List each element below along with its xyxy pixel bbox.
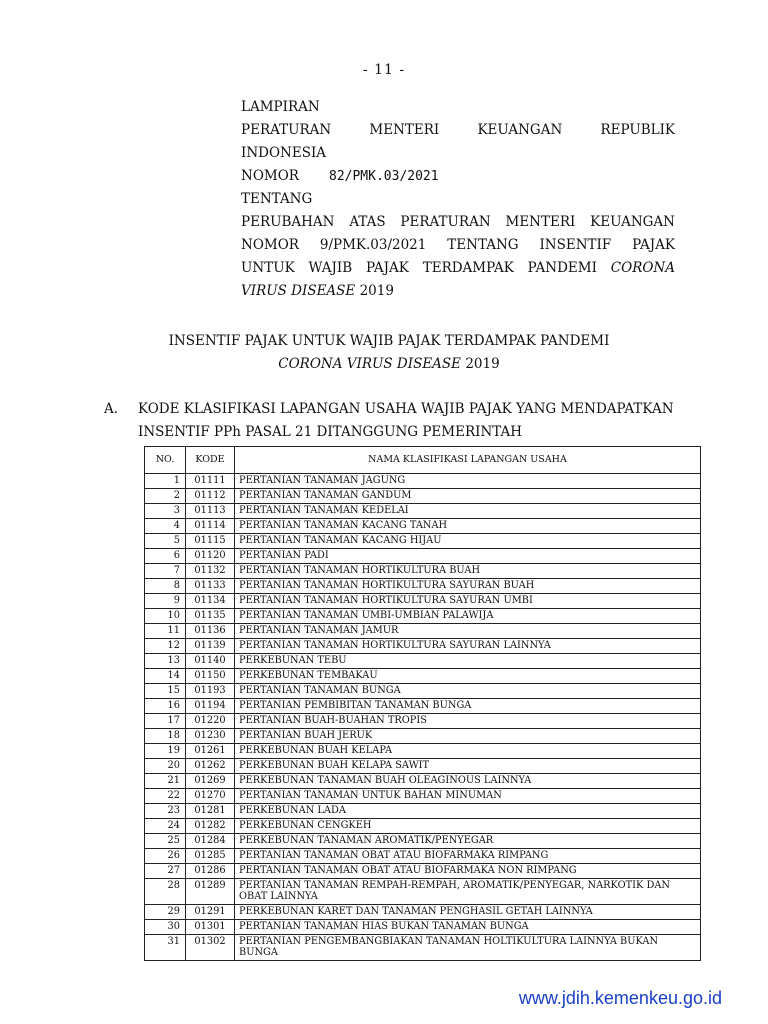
row-kode: 01140 — [186, 654, 235, 669]
table-header-row — [145, 447, 701, 474]
row-kode: 01133 — [186, 579, 235, 594]
row-number: 28 — [145, 879, 186, 905]
row-nama: PERTANIAN TANAMAN KACANG HIJAU — [235, 534, 701, 549]
table-row — [145, 759, 701, 774]
row-kode: 01230 — [186, 729, 235, 744]
table-row — [145, 489, 701, 504]
section-marker: A. — [104, 401, 119, 417]
row-nama: PERTANIAN TANAMAN UNTUK BAHAN MINUMAN — [235, 789, 701, 804]
table-row — [145, 864, 701, 879]
row-number: 13 — [145, 654, 186, 669]
document-title — [0, 330, 768, 376]
row-nama: PERTANIAN TANAMAN HORTIKULTURA SAYURAN LAINNYA — [235, 639, 701, 654]
row-number: 24 — [145, 819, 186, 834]
table-row — [145, 609, 701, 624]
row-kode: 01112 — [186, 489, 235, 504]
row-nama: PERKEBUNAN KARET DAN TANAMAN PENGHASIL GETAH LAINNYA — [235, 905, 701, 920]
peraturan-word: MENTERI — [369, 122, 440, 138]
subject-line-3-plain: UNTUK WAJIB PAJAK TERDAMPAK PANDEMI — [241, 260, 597, 276]
row-nama: PERTANIAN TANAMAN HORTIKULTURA SAYURAN BUAH — [235, 579, 701, 594]
subject-line-3-italic: CORONA — [610, 260, 675, 276]
row-kode: 01135 — [186, 609, 235, 624]
row-number: 27 — [145, 864, 186, 879]
row-kode: 01111 — [186, 474, 235, 489]
table-row — [145, 834, 701, 849]
peraturan-line — [241, 119, 675, 142]
row-nama: PERTANIAN BUAH JERUK — [235, 729, 701, 744]
title-line-1: INSENTIF PAJAK UNTUK WAJIB PAJAK TERDAMPAK PANDEMI — [168, 333, 610, 349]
row-number: 7 — [145, 564, 186, 579]
subject-line-2: NOMOR 9/PMK.03/2021 TENTANG INSENTIF PAJAK — [241, 237, 675, 253]
table-row — [145, 714, 701, 729]
table-row — [145, 879, 701, 905]
row-nama: PERTANIAN PEMBIBITAN TANAMAN BUNGA — [235, 699, 701, 714]
row-kode: 01284 — [186, 834, 235, 849]
row-kode: 01113 — [186, 504, 235, 519]
title-line-2 — [0, 353, 768, 376]
row-nama: PERTANIAN TANAMAN HIAS BUKAN TANAMAN BUNGA — [235, 920, 701, 935]
row-number: 15 — [145, 684, 186, 699]
lampiran-label: LAMPIRAN — [241, 99, 320, 115]
row-nama: PERTANIAN TANAMAN OBAT ATAU BIOFARMAKA RIMPANG — [235, 849, 701, 864]
row-kode: 01291 — [186, 905, 235, 920]
table-row — [145, 729, 701, 744]
table-row — [145, 744, 701, 759]
section-a-heading — [104, 398, 684, 444]
section-text — [138, 398, 684, 444]
row-kode: 01261 — [186, 744, 235, 759]
table-row — [145, 699, 701, 714]
row-kode: 01285 — [186, 849, 235, 864]
header-kode: KODE — [186, 447, 235, 474]
title-line-2-plain: 2019 — [465, 356, 500, 372]
row-kode: 01301 — [186, 920, 235, 935]
row-kode: 01193 — [186, 684, 235, 699]
row-number: 6 — [145, 549, 186, 564]
row-nama: PERTANIAN TANAMAN HORTIKULTURA SAYURAN UMBI — [235, 594, 701, 609]
row-kode: 01120 — [186, 549, 235, 564]
row-kode: 01134 — [186, 594, 235, 609]
peraturan-word: KEUANGAN — [477, 122, 563, 138]
row-nama: PERTANIAN TANAMAN KACANG TANAH — [235, 519, 701, 534]
row-number: 17 — [145, 714, 186, 729]
table-row — [145, 819, 701, 834]
row-kode: 01115 — [186, 534, 235, 549]
header-nama: NAMA KLASIFIKASI LAPANGAN USAHA — [235, 447, 701, 474]
row-nama: PERKEBUNAN TANAMAN BUAH OLEAGINOUS LAINNYA — [235, 774, 701, 789]
table-row — [145, 504, 701, 519]
subject-line-4 — [241, 280, 675, 303]
nomor-row — [241, 165, 675, 188]
row-number: 21 — [145, 774, 186, 789]
row-nama: PERTANIAN TANAMAN HORTIKULTURA BUAH — [235, 564, 701, 579]
row-kode: 01262 — [186, 759, 235, 774]
row-number: 26 — [145, 849, 186, 864]
table-row — [145, 905, 701, 920]
row-kode: 01114 — [186, 519, 235, 534]
row-kode: 01132 — [186, 564, 235, 579]
table-row — [145, 774, 701, 789]
row-kode: 01269 — [186, 774, 235, 789]
table-row — [145, 519, 701, 534]
row-nama: PERKEBUNAN TEBU — [235, 654, 701, 669]
row-number: 12 — [145, 639, 186, 654]
row-nama: PERTANIAN BUAH-BUAHAN TROPIS — [235, 714, 701, 729]
indonesia-label: INDONESIA — [241, 145, 327, 161]
table-row — [145, 579, 701, 594]
subject-line-4-italic: VIRUS DISEASE — [241, 283, 356, 299]
section-line-1: KODE KLASIFIKASI LAPANGAN USAHA WAJIB PAJAK YANG MENDAPATKAN — [138, 401, 674, 417]
row-number: 11 — [145, 624, 186, 639]
row-kode: 01150 — [186, 669, 235, 684]
row-kode: 01220 — [186, 714, 235, 729]
row-kode: 01194 — [186, 699, 235, 714]
row-nama: PERTANIAN TANAMAN GANDUM — [235, 489, 701, 504]
peraturan-word: PERATURAN — [241, 122, 332, 138]
subject-line-3 — [241, 257, 675, 280]
row-nama: PERTANIAN TANAMAN REMPAH-REMPAH, AROMATIK/PENYEGAR, NARKOTIK DAN OBAT LAINNYA — [235, 879, 701, 905]
row-number: 16 — [145, 699, 186, 714]
table-row — [145, 684, 701, 699]
row-kode: 01302 — [186, 935, 235, 961]
jdih-website-link[interactable]: www.jdih.kemenkeu.go.id — [518, 988, 722, 1008]
row-nama: PERTANIAN TANAMAN JAMUR — [235, 624, 701, 639]
row-kode: 01139 — [186, 639, 235, 654]
row-number: 2 — [145, 489, 186, 504]
title-line-2-italic: CORONA VIRUS DISEASE — [278, 356, 462, 372]
row-nama: PERKEBUNAN BUAH KELAPA — [235, 744, 701, 759]
row-number: 3 — [145, 504, 186, 519]
row-nama: PERTANIAN TANAMAN UMBI-UMBIAN PALAWIJA — [235, 609, 701, 624]
page-number: - 11 - — [362, 62, 406, 78]
row-number: 25 — [145, 834, 186, 849]
row-number: 19 — [145, 744, 186, 759]
row-nama: PERTANIAN TANAMAN OBAT ATAU BIOFARMAKA NON RIMPANG — [235, 864, 701, 879]
row-number: 5 — [145, 534, 186, 549]
nomor-value: 82/PMK.03/2021 — [329, 169, 439, 184]
row-number: 31 — [145, 935, 186, 961]
table-row — [145, 474, 701, 489]
lampiran-header — [241, 96, 675, 303]
header-no: NO. — [145, 447, 186, 474]
row-number: 30 — [145, 920, 186, 935]
subject-line-1: PERUBAHAN ATAS PERATURAN MENTERI KEUANGAN — [241, 214, 675, 230]
row-number: 14 — [145, 669, 186, 684]
table-row — [145, 549, 701, 564]
row-nama: PERKEBUNAN TANAMAN AROMATIK/PENYEGAR — [235, 834, 701, 849]
row-number: 23 — [145, 804, 186, 819]
row-nama: PERKEBUNAN LADA — [235, 804, 701, 819]
subject-line-4-plain: 2019 — [359, 283, 394, 299]
row-number: 22 — [145, 789, 186, 804]
row-kode: 01281 — [186, 804, 235, 819]
row-number: 1 — [145, 474, 186, 489]
table-row — [145, 920, 701, 935]
row-number: 29 — [145, 905, 186, 920]
row-number: 4 — [145, 519, 186, 534]
table-row — [145, 639, 701, 654]
row-nama: PERKEBUNAN CENGKEH — [235, 819, 701, 834]
table-row — [145, 624, 701, 639]
row-nama: PERKEBUNAN TEMBAKAU — [235, 669, 701, 684]
table-row — [145, 849, 701, 864]
row-number: 9 — [145, 594, 186, 609]
klasifikasi-table-wrapper — [144, 446, 701, 961]
row-nama: PERKEBUNAN BUAH KELAPA SAWIT — [235, 759, 701, 774]
row-kode: 01282 — [186, 819, 235, 834]
tentang-label: TENTANG — [241, 191, 313, 207]
row-nama: PERTANIAN PADI — [235, 549, 701, 564]
row-number: 20 — [145, 759, 186, 774]
table-row — [145, 534, 701, 549]
row-number: 18 — [145, 729, 186, 744]
table-row — [145, 564, 701, 579]
row-number: 8 — [145, 579, 186, 594]
table-row — [145, 804, 701, 819]
row-number: 10 — [145, 609, 186, 624]
row-kode: 01286 — [186, 864, 235, 879]
table-row — [145, 654, 701, 669]
row-nama: PERTANIAN TANAMAN JAGUNG — [235, 474, 701, 489]
row-nama: PERTANIAN PENGEMBANGBIAKAN TANAMAN HOLTIKULTURA LAINNYA BUKAN BUNGA — [235, 935, 701, 961]
table-row — [145, 669, 701, 684]
nomor-label: NOMOR — [241, 168, 299, 184]
table-row — [145, 935, 701, 961]
row-kode: 01270 — [186, 789, 235, 804]
table-body — [145, 474, 701, 961]
table-row — [145, 789, 701, 804]
row-kode: 01136 — [186, 624, 235, 639]
row-kode: 01289 — [186, 879, 235, 905]
klasifikasi-table — [144, 446, 701, 961]
peraturan-word: REPUBLIK — [600, 122, 676, 138]
section-line-2: INSENTIF PPh PASAL 21 DITANGGUNG PEMERINTAH — [138, 424, 523, 440]
row-nama: PERTANIAN TANAMAN KEDELAI — [235, 504, 701, 519]
table-row — [145, 594, 701, 609]
row-nama: PERTANIAN TANAMAN BUNGA — [235, 684, 701, 699]
